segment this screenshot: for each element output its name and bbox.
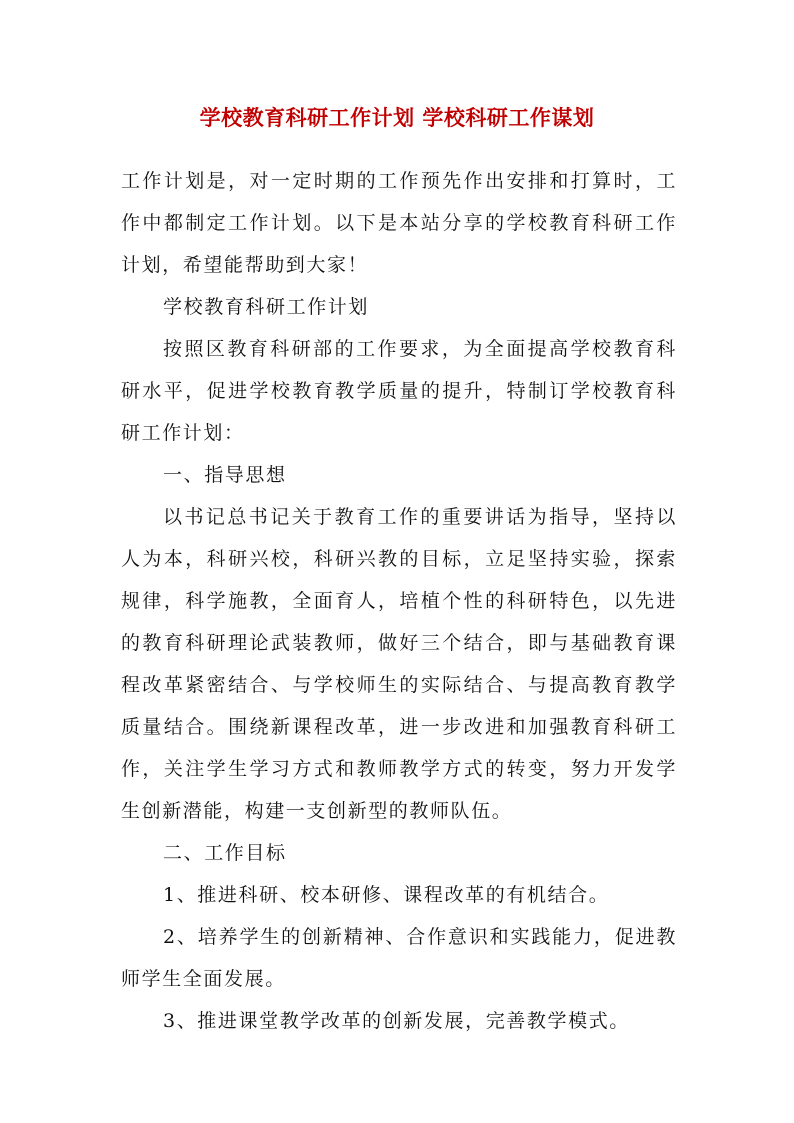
section-heading-guiding-ideology: 一、指导思想: [163, 464, 287, 486]
list-item: 1、推进科研、校本研修、课程改革的有机结合。: [163, 884, 610, 906]
document-body: [121, 160, 677, 1042]
document-title: 学校教育科研工作计划 学校科研工作谋划: [199, 105, 595, 130]
intro-paragraph: 工作计划是，对一定时期的工作预先作出安排和打算时，工作中都制定工作计划。以下是本站分享的学校教育科研工作计划，希望能帮助到大家！: [121, 170, 677, 276]
section-heading-plan: 学校教育科研工作计划: [163, 296, 370, 318]
body-paragraph: 以书记总书记关于教育工作的重要讲话为指导，坚持以人为本，科研兴校，科研兴教的目标，立足坚持实验，探索规律，科学施教，全面育人，培植个性的科研特色，以先进的教育科研理论武装教师，做好三个结合，即与基础教育课程改革紧密结合、与学校师生的实际结合、与提高教育教学质量结合。围绕新课程改革，进一步改进和加强教育科研工作，关注学生学习方式和教师教学方式的转变，努力开发学生创新潜能，构建一支创新型的教师队伍。: [121, 506, 677, 822]
section-heading-work-goals: 二、工作目标: [163, 842, 287, 864]
body-paragraph: 按照区教育科研部的工作要求，为全面提高学校教育科研水平，促进学校教育教学质量的提升，特制订学校教育科研工作计划：: [121, 338, 677, 444]
list-item: 3、推进课堂教学改革的创新发展，完善教学模式。: [163, 1010, 630, 1032]
list-item: 2、培养学生的创新精神、合作意识和实践能力，促进教师学生全面发展。: [121, 926, 677, 990]
